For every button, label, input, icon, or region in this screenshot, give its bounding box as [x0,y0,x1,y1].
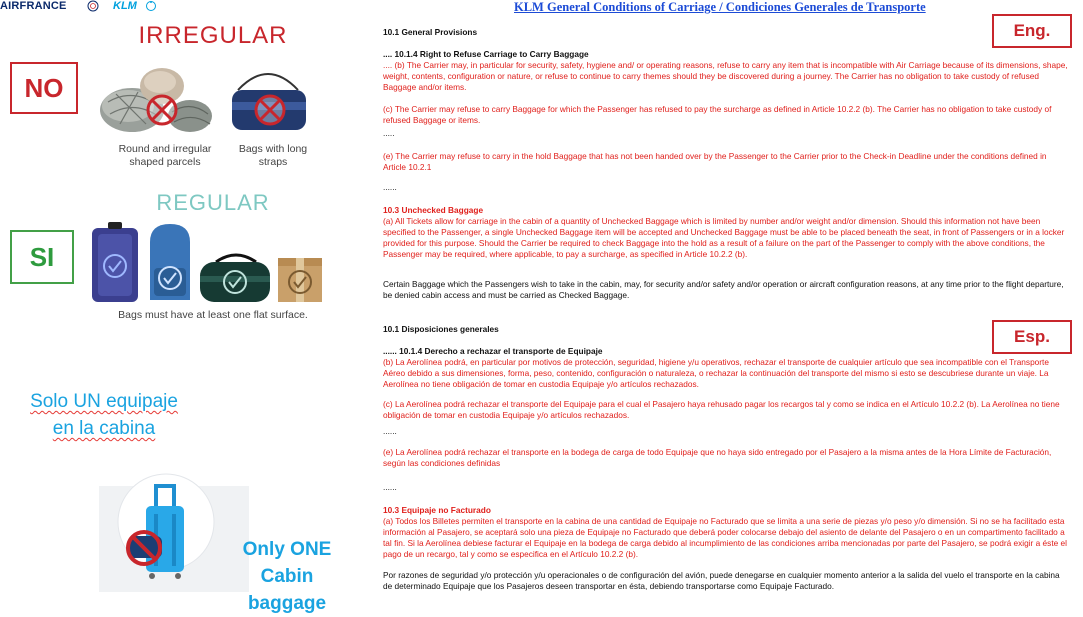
en-paragraph-e: (e) The Carrier may refuse to carry in the hold Baggage that has not been handed over by the Passenger to the Carrier prior to the Check-in Deadline under the conditions defined in Article 10.2.1 [383,151,1047,173]
solo-un-equipaje-text [14,388,194,442]
en-ellipsis-1: ..... [383,128,395,138]
es-heading-10-1-4: ...... 10.1.4 Derecho a rechazar el transporte de Equipaje [383,346,603,356]
only-line-2: baggage [247,593,327,614]
prohibited-icon [256,96,284,124]
english-section-tag: Eng. [992,14,1072,48]
en-paragraph-unchecked-a: (a) All Tickets allow for carriage in the cabin of a quantity of Unchecked Baggage which is limited by number and/or weight and/or dimension. Should this information not have been specified to the Passenger, a single Unchecked Baggage item will be accepted and Unchecked Baggage must be able to be placed beneath the seat, in front of Passengers or in a locker provided for this purpose. Should the Carrier be required to check Baggage into the hold as a result of a failure on the part of the Passenger to comply with the above conditions, the Passenger may be required, where applicable, to pay a surcharge, as specified in Article 10.2.2 (b). [383,216,1065,260]
klm-logo: KLM [113,0,137,12]
en-heading-10-1: 10.1 General Provisions [383,27,478,37]
en-heading-10-3: 10.3 Unchecked Baggage [383,205,484,215]
suitcase-icon [92,222,138,302]
caption-round-parcels: Round and irregular shaped parcels [118,143,212,168]
regular-baggage-illustration [88,222,328,306]
en-paragraph-b: .... (b) The Carrier may, in particular for security, safety, hygiene and/ or operating reasons, refuse to carry any item that is incompatible with Air Carriage because of its dimensions, shape, weight, contents, configuration or nature, or refuse to continue to carry themes should they be discovered during a journey. The Carrier has no obligation to take custody of refused Baggage and/or items. [383,60,1068,93]
cabin-baggage-illustration [114,456,224,596]
irregular-baggage-illustration [98,58,320,144]
en-paragraph-c: (c) The Carrier may refuse to carry Baggage for which the Passenger has refused to pay the surcharge as defined in Article 10.2.2 (b). The Carrier has no obligation to take custody of refused Baggage or items. [383,104,1052,126]
en-ellipsis-2: ...... [383,182,397,192]
solo-line-2: en la cabina [52,418,156,439]
duffle-bag-icon [200,255,270,302]
solo-line-1: Solo UN equipaje [30,391,178,412]
en-heading-10-1-4: .... 10.1.4 Right to Refuse Carriage to Carry Baggage [383,49,589,59]
irregular-title: IRREGULAR [138,22,288,49]
prohibited-icon [148,96,176,124]
airfrance-seal-icon [87,0,99,12]
caption-flat-surface: Bags must have at least one flat surface. [118,309,308,321]
es-paragraph-c: (c) La Aerolínea podrá rechazar el transporte del Equipaje para el cual el Pasajero haya rehusado pagar los recargos tal y como se indica en el Artículo 10.2.2 (b). La Aerolínea no tiene obligación de tomar en custodia Equipaje y/o artículos rechazados. [383,399,1060,421]
en-paragraph-certain-baggage: Certain Baggage which the Passengers wish to take in the cabin, may, for security and/or safety and/or operation or aircraft configuration reasons, at any time prior to the flight departure, be denied cabin access and must be carried as Checked Baggage. [383,279,1064,301]
es-heading-10-3: 10.3 Equipaje no Facturado [383,505,491,515]
only-line-1: Only ONE Cabin [242,539,332,587]
es-paragraph-razones: Por razones de seguridad y/o protección y/u operacionales o de configuración del avión, puede denegarse en cualquier momento anterior a la salida del vuelo el transporte en la cabina de determinado Equipaje que los Pasajeros deseen transportar en ésta, debiendo transportarse como Equipaje Facturado. [383,570,1060,592]
es-paragraph-e: (e) La Aerolínea podrá rechazar el transporte en la bodega de carga de todo Equipaje que no haya sido entregado por el Pasajero a la misma antes de la Hora Límite de Facturación, según las condiciones definidas [383,447,1052,469]
si-label: SI [10,230,74,284]
airfrance-logo: AIRFRANCE [0,0,67,12]
conditions-of-carriage-link[interactable]: KLM General Conditions of Carriage / Condiciones Generales de Transporte [514,0,926,14]
es-heading-10-1: 10.1 Disposiciones generales [383,324,499,334]
regular-title: REGULAR [156,190,270,215]
no-label: NO [10,62,78,114]
es-paragraph-b: (b) La Aerolínea podrá, en particular por motivos de protección, seguridad, higiene y/u operativos, rechazar el transporte de cualquier artículo que sea incompatible con el Transporte Aéreo debido a sus dimensiones, forma, peso, contenido, configuración o naturaleza, o rechazar la continuación del transporte del mismo si esto se descubriese durante un viaje. La Aerolínea no tiene obligación de tomar en custodia Equipaje y/o artículos rechazados. [383,357,1049,390]
es-ellipsis-2: ...... [383,482,397,492]
klm-crown-icon [145,0,157,12]
cardboard-box-icon [278,258,322,302]
spanish-section-tag: Esp. [992,320,1072,354]
es-ellipsis-1: ...... [383,426,397,436]
es-paragraph-unchecked-a: (a) Todos los Billetes permiten el transporte en la cabina de una cantidad de Equipaje no Facturado que se limita a una serie de piezas y/o peso y/o dimensión. Si no se ha facilitado esta información al Pasajero, se aceptará solo una pieza de Equipaje no Facturado que deberá poder colocarse debajo del asiento de delante del Pasajero o en un compartimento facilitado a tal fin. Si la Aerolínea debiese facturar el Equipaje en la bodega de carga debido al incumplimiento de las condiciones arriba mencionadas por parte del Pasajero, se podrá exigir a éste el pago de un recargo, tal y como se especifica en el Artículo 10.2.2 (b). [383,516,1067,560]
only-one-cabin-text [222,536,352,617]
caption-long-straps: Bags with long straps [238,143,308,168]
